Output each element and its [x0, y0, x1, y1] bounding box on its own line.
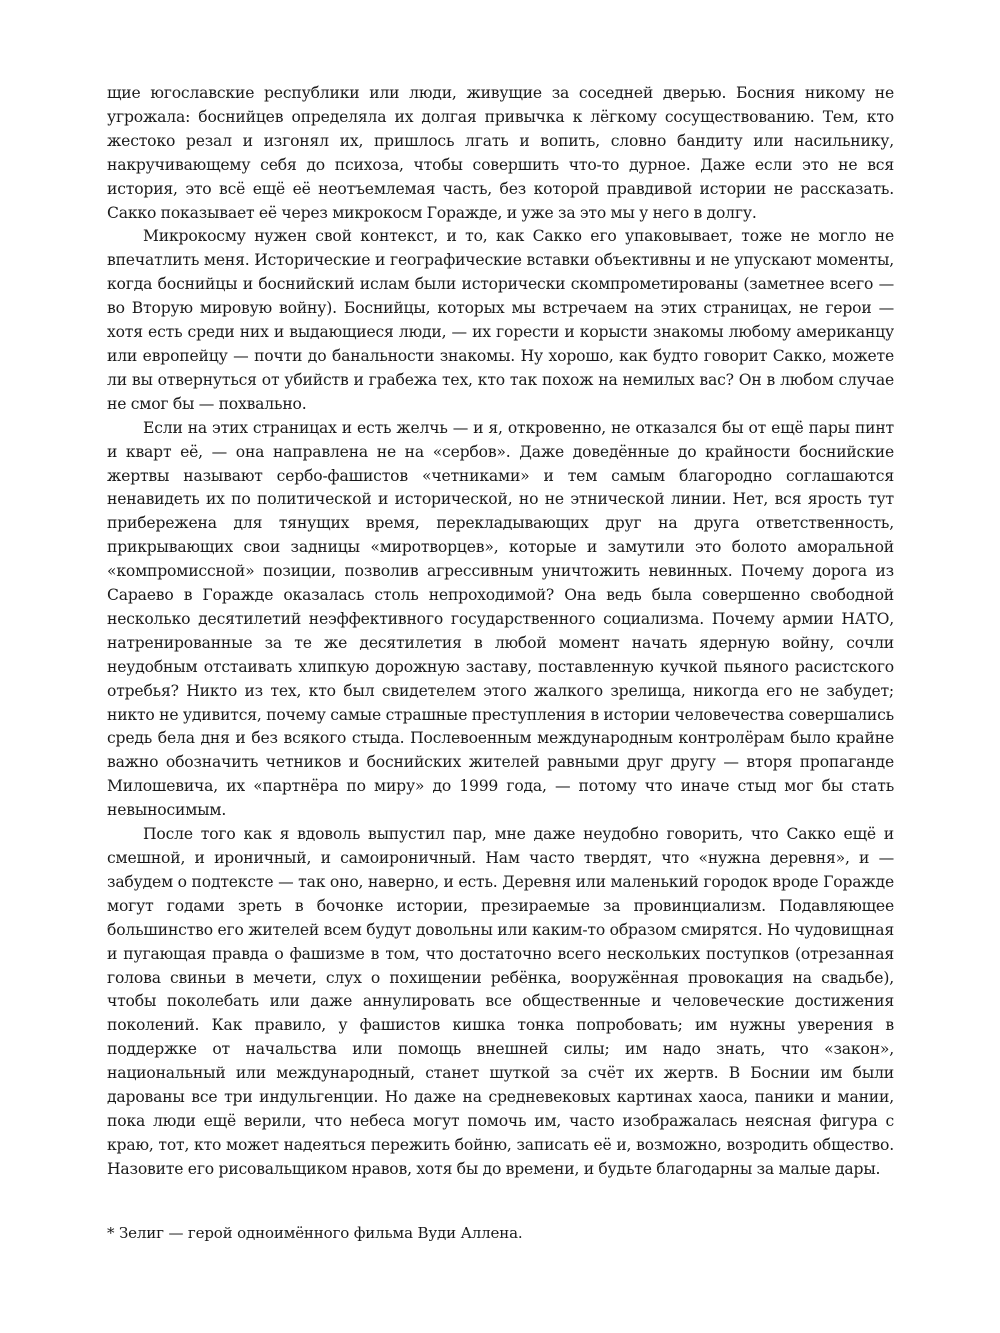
- paragraph-3: Если на этих страницах и есть желчь — и я, откровенно, не отказался бы от ещё пары пинт и кварт её, — она направлена не на «сербов». Даже доведённые до крайности боснийские жертвы называют сербо-фашистов «четниками» и тем самым благородно соглашаются ненавидеть их по политической и исторической, но не этнической линии. Нет, вся ярость тут прибережена для тянущих время, перекладывающих друг на друга ответственность, прикрывающих свои задницы «миротворцев», которые и замутили это болото аморальной «компромиссной» позиции, позволив агрессивным уничтожить невинных. Почему дорога из Сараево в Горажде оказалась столь непроходимой? Она ведь была совершенно свободной несколько десятилетий неэффективного государственного социализма. Почему армии НАТО, натренированные за те же десятилетия в любой момент начать ядерную войну, сочли неудобным отстаивать хлипкую дорожную заставу, поставленную кучкой пьяного расистского отребья? Никто из тех, кто был свидетелем этого жалкого зрелища, никогда его не забудет; никто не удивится, почему самые страшные преступления в истории человечества совершались средь бела дня и без всякого стыда. Послевоенным международным контролёрам было крайне важно обозначить четников и боснийских жителей равными друг другу — вторя пропаганде Милошевича, их «партнёра по миру» до 1999 года, — потому что иначе стыд мог бы стать невыносимым.: [107, 418, 894, 820]
- paragraph-2: Микрокосму нужен свой контекст, и то, как Сакко его упаковывает, тоже не могло не впечатлить меня. Исторические и географические вставки объективны и не упускают моменты, когда боснийцы и боснийский ислам были исторически скомпрометированы (заметнее всего — во Вторую мировую войну). Боснийцы, которых мы встречаем на этих страницах, не герои — хотя есть среди них и выдающиеся люди, — их горести и корысти знакомы любому американцу или европейцу — почти до банальности знакомы. Ну хорошо, как будто говорит Сакко, можете ли вы отвернуться от убийств и грабежа тех, кто так похож на немилых вас? Он в любом случае не смог бы — похвально.: [107, 227, 894, 413]
- footnote: * Зелиг — герой одноимённого фильма Вуди Аллена.: [107, 1224, 523, 1242]
- paragraph-4: После того как я вдоволь выпустил пар, мне даже неудобно говорить, что Сакко ещё и смешной, и ироничный, и самоироничный. Нам часто твердят, что «нужна деревня», и — забудем о подтексте — так оно, наверно, и есть. Деревня или маленький городок вроде Горажде могут годами зреть в бочонке истории, презираемые за провинциализм. Подавляющее большинство его жителей всем будут довольны или каким-то образом смирятся. Но чудовищная и пугающая правда о фашизме в том, что достаточно всего нескольких поступков (отрезанная голова свиньи в мечети, слух о похищении ребёнка, вооружённая провокация на свадьбе), чтобы поколебать или даже аннулировать все общественные и человеческие достижения поколений. Как правило, у фашистов кишка тонка попробовать; им нужны уверения в поддержке от начальства или помощь внешней силы; им надо знать, что «закон», национальный или международный, станет шуткой за счёт их жертв. В Боснии им были дарованы все три индульгенции. Но даже на средневековых картинах хаоса, паники и мании, пока люди ещё верили, что небеса могут помочь им, часто изображалась неясная фигура с краю, тот, кто может надеяться пережить бойню, записать её и, возможно, возродить общество. Назовите его рисовальщиком нравов, хотя бы до времени, и будьте благодарны за малые дары.: [107, 825, 894, 1178]
- paragraph-1: щие югославские республики или люди, живущие за соседней дверью. Босния никому не угрожала: боснийцев определяла их долгая привычка к лёгкому сосуществованию. Тем, кто жестоко резал и изгонял их, пришлось лгать и вопить, словно бандиту или насильнику, накручивающему себя до психоза, чтобы совершить что-то дурное. Даже если это не вся история, это всё ещё её неотъемлемая часть, без которой правдивой истории не рассказать. Сакко показывает её через микрокосм Горажде, и уже за это мы у него в долгу.: [107, 84, 894, 222]
- article-body: [107, 82, 894, 1182]
